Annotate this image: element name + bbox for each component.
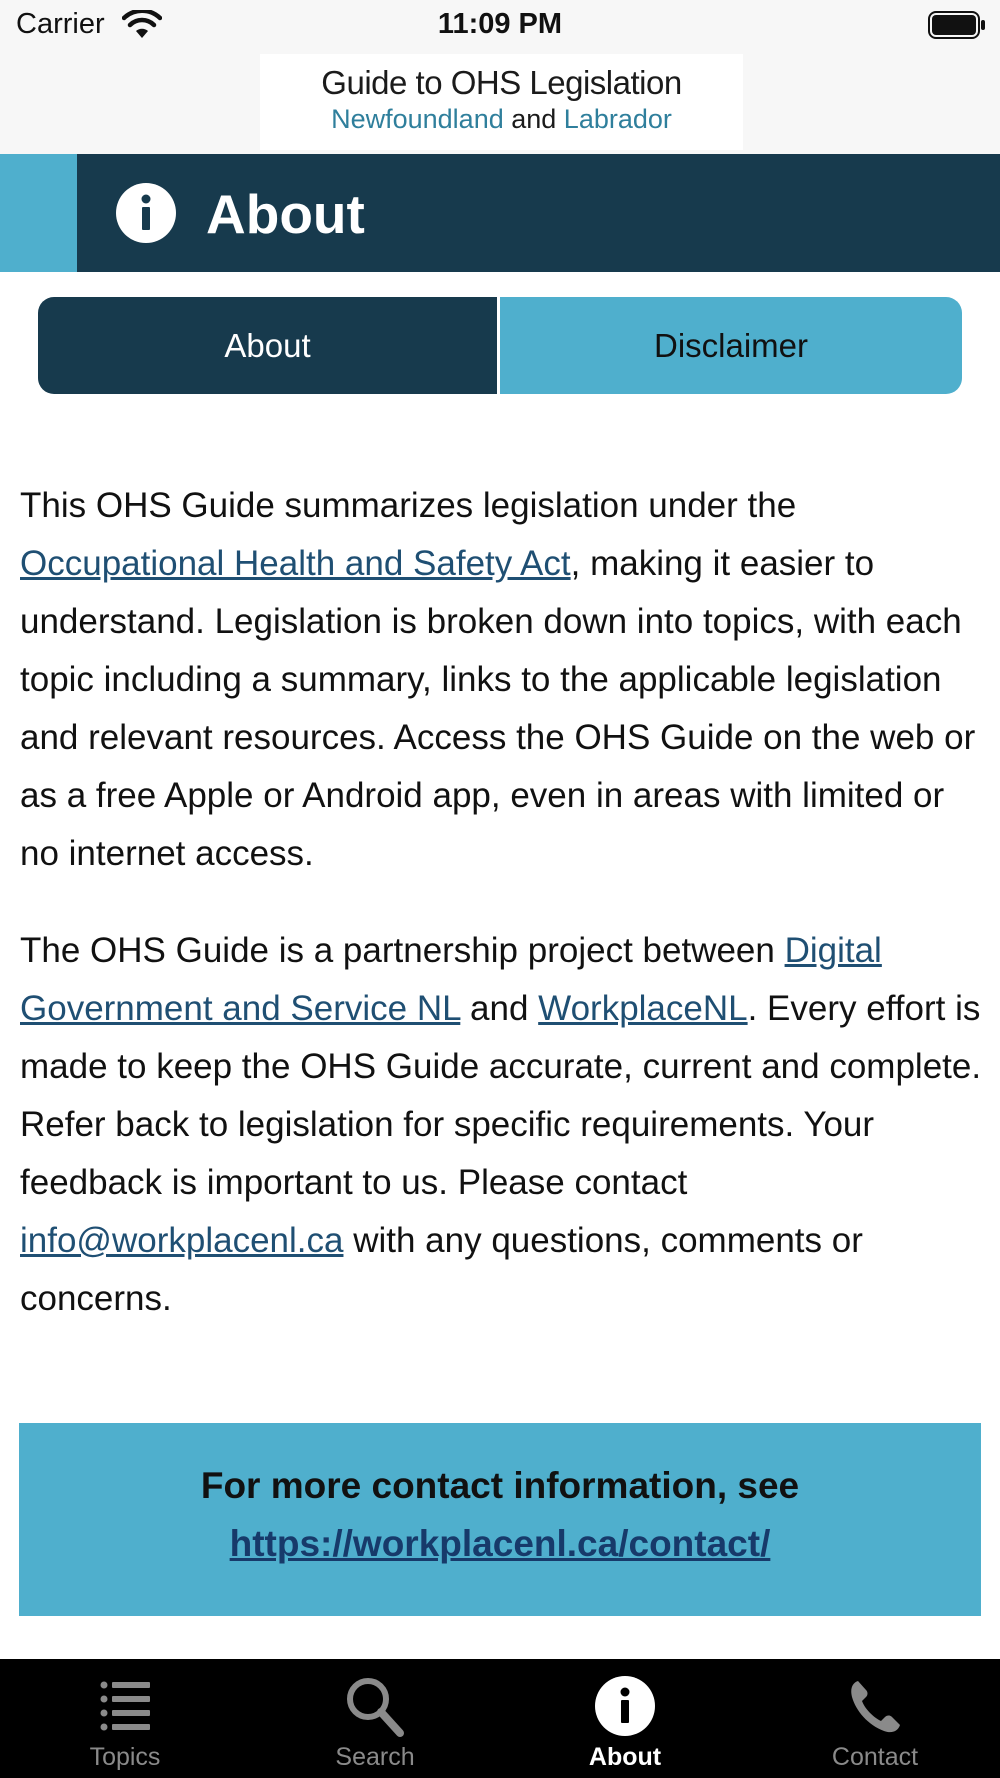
page-header bbox=[0, 154, 1000, 272]
magnifier-icon bbox=[340, 1675, 410, 1737]
tab-about[interactable] bbox=[500, 1659, 750, 1778]
p1-text-a: This OHS Guide summarizes legislation under the bbox=[20, 486, 797, 525]
contact-page-link[interactable]: https://workplacenl.ca/contact/ bbox=[229, 1523, 771, 1564]
contact-info-text: For more contact information, see bbox=[200, 1465, 800, 1506]
tab-contact-label: Contact bbox=[831, 1743, 919, 1771]
segment-about[interactable]: About bbox=[38, 297, 497, 394]
phone-icon bbox=[840, 1675, 910, 1737]
p2-text-b: and bbox=[460, 989, 539, 1028]
carrier-label: Carrier bbox=[16, 8, 105, 40]
battery-icon bbox=[928, 11, 986, 39]
about-paragraph-2 bbox=[20, 922, 982, 1328]
p1-text-b: , making it easier to understand. Legislation is broken down into topics, with each topic including a summary, links to the applicable legislation and relevant resources. Access the OHS Guide on the web or as a free Apple or Android app, even in areas with limited or no internet access. bbox=[20, 544, 976, 873]
tab-topics[interactable] bbox=[0, 1659, 250, 1778]
logo-and: and bbox=[503, 104, 564, 134]
about-paragraph-1 bbox=[20, 477, 982, 883]
segment-disclaimer[interactable]: Disclaimer bbox=[500, 297, 962, 394]
info-icon bbox=[590, 1675, 660, 1737]
logo-area bbox=[0, 50, 1000, 154]
email-link[interactable]: info@workplacenl.ca bbox=[20, 1221, 344, 1260]
about-content bbox=[20, 477, 982, 1367]
logo-newfoundland: Newfoundland bbox=[331, 104, 504, 134]
tab-search-label: Search bbox=[335, 1743, 415, 1771]
p2-text-a: The OHS Guide is a partnership project between bbox=[20, 931, 785, 970]
segmented-control bbox=[38, 297, 962, 394]
header-accent-bar bbox=[0, 154, 77, 272]
contact-info-box bbox=[19, 1423, 981, 1616]
ohs-act-link[interactable]: Occupational Health and Safety Act bbox=[20, 544, 571, 583]
tab-about-label: About bbox=[588, 1743, 662, 1771]
clock: 11:09 PM bbox=[437, 8, 563, 40]
logo-labrador: Labrador bbox=[563, 104, 672, 134]
logo-title: Guide to OHS Legislation bbox=[321, 64, 682, 101]
p2-text-c: . Every effort is made to keep the OHS Guide accurate, current and complete. Refer back to legislation for specific requirements. Your feedback is important to us. Please contact bbox=[20, 989, 982, 1202]
digital-government-link[interactable]: Digital Government and Service NL bbox=[20, 931, 882, 1028]
list-icon bbox=[90, 1675, 160, 1737]
status-bar bbox=[0, 0, 1000, 50]
tab-bar bbox=[0, 1659, 1000, 1778]
workplacenl-link[interactable]: WorkplaceNL bbox=[538, 989, 748, 1028]
app-logo bbox=[260, 54, 743, 150]
p2-text-d: with any questions, comments or concerns. bbox=[20, 1221, 863, 1318]
tab-search[interactable] bbox=[250, 1659, 500, 1778]
logo-subtitle bbox=[260, 104, 743, 135]
tab-topics-label: Topics bbox=[89, 1743, 161, 1771]
page-title: About bbox=[206, 183, 365, 245]
tab-contact[interactable] bbox=[750, 1659, 1000, 1778]
info-icon bbox=[116, 183, 176, 243]
